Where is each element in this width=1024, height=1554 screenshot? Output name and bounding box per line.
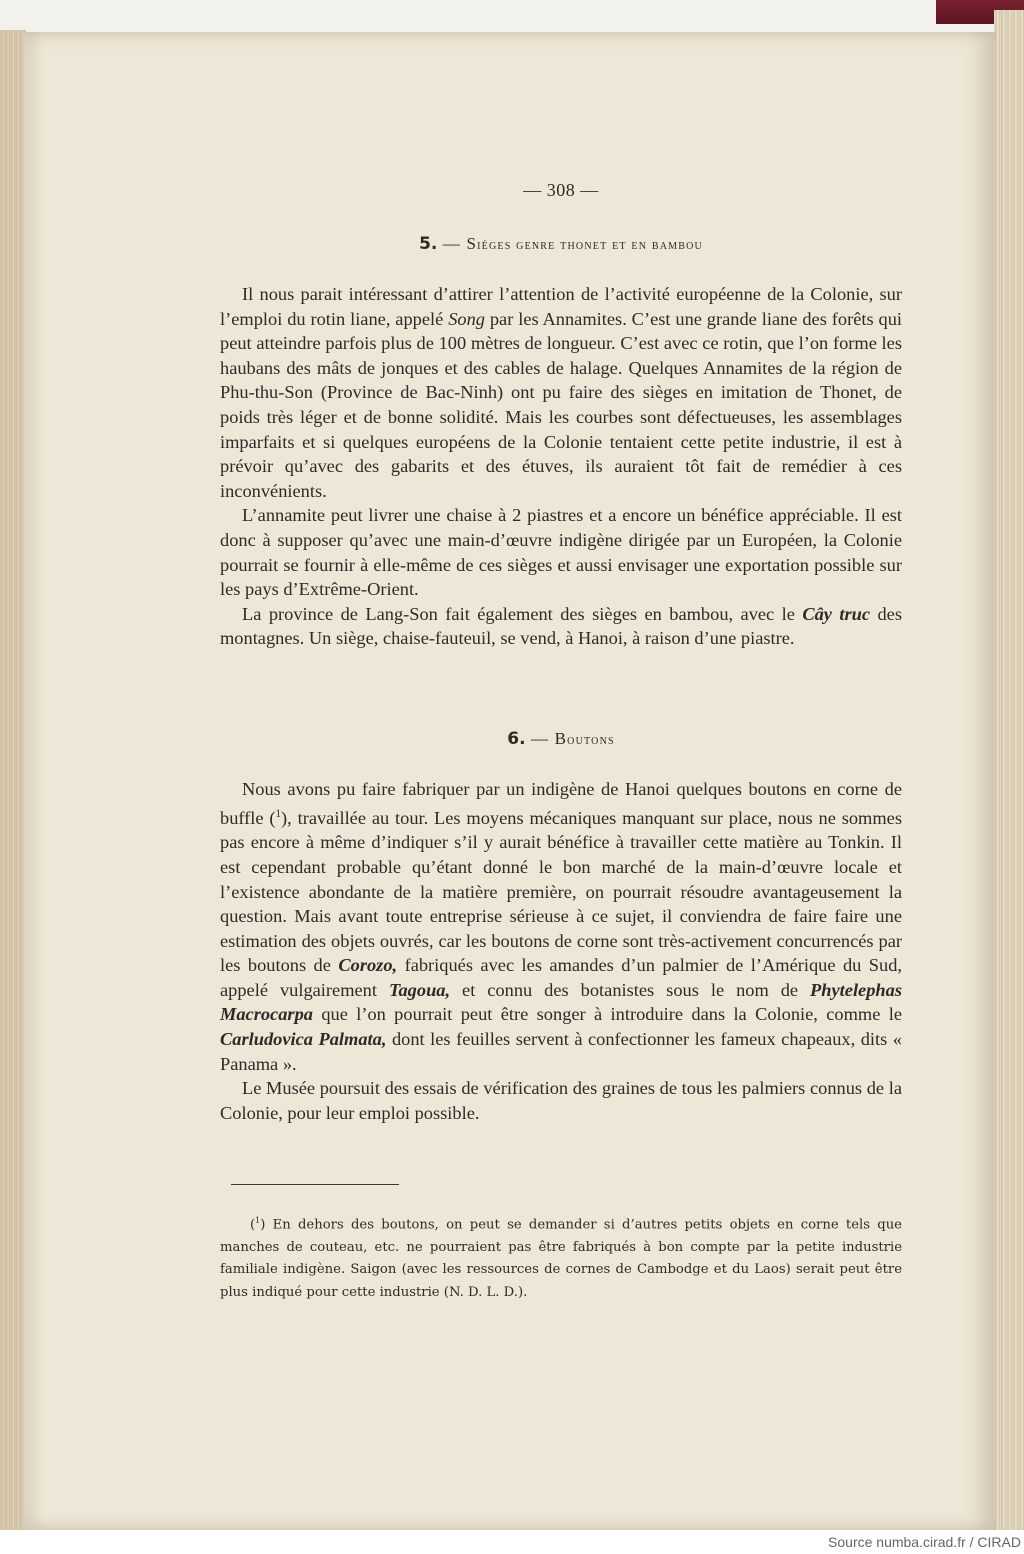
text-run: fabriqués avec les amandes d’un palmier de l’Amérique du Sud, appelé vulgairement (220, 955, 903, 1000)
term-tagoua: Tagoua, (388, 979, 451, 1000)
text-run: par les Annamites. C’est une grande liane des forêts qui peut atteindre parfois plus de 100 mètres de longueur. C’est avec ce rotin, que l’on forme les haubans des mâts de jonques et des cables de halage. Quelques Annamites de la région de Phu-thu-Son (Province de Bac-Ninh) ont pu faire des sièges en imitation de Thonet, de poids très léger et de bonne solidité. Mais les courbes sont défectueuses, les assemblages imparfaits et si quelques européens de la Colonie tentaient cette petite industrie, il est à prévoir qu’avec des gabarits et des étuves, ils auraient tôt fait de remédier à ces inconvénients. (220, 308, 903, 501)
section-6-title: outons (567, 733, 615, 748)
footnote-marker: 1 (255, 1216, 261, 1225)
text-run: Nous avons pu faire fabriquer par un indigène de Hanoi quelques boutons en corne de buffle ( (220, 779, 902, 828)
section-5-heading (220, 234, 902, 254)
text-run: La province de Lang-Son fait également des sièges en bambou, avec le (242, 603, 803, 624)
section-6-paragraph-1 (220, 777, 902, 1076)
text-run: dont les feuilles servent à confectionner les fameux chapeaux, dits « Panama ». (220, 1029, 902, 1074)
section-6-number: 6. (507, 729, 526, 749)
text-run: Il nous parait intéressant d’attirer l’attention de l’activité européenne de la Colonie, sur l’emploi du rotin liane, appelé (220, 284, 902, 329)
section-5-paragraph-2: L’annamite peut livrer une chaise à 2 piastres et a encore un bénéfice appréciable. Il est donc à supposer qu’avec une main-d’œuvre indigène dirigée par un Européen, la Colonie pourrait se fournir à elle-même de ces sièges et aussi envisager une exportation possible sur les pays d’Extrême-Orient. (220, 505, 902, 600)
text-run: et connu des botanistes sous le nom de (450, 979, 811, 1000)
section-6-heading (220, 729, 902, 749)
section-6-title-lead: — B (525, 729, 568, 748)
footnote-text: En dehors des boutons, on peut se demander si d’autres petits objets en corne tels que manches de couteau, etc. ne pourraient pas être fabriqués à bon compte par la petite industrie familiale indigène. Saigon (avec les ressources de cornes de Cambodge et du Laos) serait peut être plus indiqué pour cette industrie (N. D. L. D.). (220, 1217, 902, 1300)
term-carludovica: Carludovica Palmata, (220, 1029, 387, 1050)
text-run: des montagnes. Un siège, chaise-fauteuil, se vend, à Hanoi, à raison d’une piastre. (220, 603, 902, 649)
footnote-separator (231, 1184, 399, 1185)
page-stack-left (0, 30, 26, 1530)
section-5-title: iéges genre thonet et en bambou (477, 238, 703, 253)
section-5-body (220, 282, 902, 651)
term-song: Song (448, 308, 485, 329)
page-number: — 308 — (523, 180, 599, 200)
section-6-body (220, 777, 902, 1125)
section-5-paragraph-1 (220, 282, 902, 503)
footnote-ref: 1 (275, 807, 282, 820)
text-run: ), travaillée au tour. Les moyens mécaniques manquant sur place, nous ne sommes pas encore à même d’indiquer s’il y aurait bénéfice à travailler cette matière au Tonkin. Il est cependant probable qu’étant donné le bon marché de la main-d’œuvre locale et l’existence abondante de la matière première, on pourrait résoudre avantageusement la question. Mais avant toute entreprise sérieuse à ce sujet, il conviendra de faire faire une estimation des objets ouvrés, car les boutons de corne sont très-activement concurrencés par les boutons de (220, 807, 902, 976)
term-phytelephas: Phytelephas Macrocarpa (220, 979, 902, 1025)
term-corozo: Corozo, (338, 955, 398, 976)
page-stack-right (994, 10, 1024, 1530)
text-run: que l’on pourrait peut être songer à introduire dans la Colonie, comme le (312, 1004, 902, 1025)
term-cay-truc: Cây truc (802, 603, 871, 624)
section-5-number: 5. (419, 234, 438, 254)
footnote: ($^1$) En dehors des boutons, on peut se demander si d’autres petits objets en corne tels que manches de couteau, etc. ne pourraient pas être fabriqués à bon compte par la petite industrie familiale indigène. Saigon (avec les ressources de cornes de Cambodge et du Laos) serait peut être plus indiqué pour cette industrie (N. D. L. D.). (220, 1216, 902, 1300)
section-5-title-lead: — S (437, 234, 478, 253)
source-credit: Source numba.cirad.fr / CIRAD (828, 1534, 1021, 1550)
section-6-paragraph-2: Le Musée poursuit des essais de vérification des graines de tous les palmiers connus de la Colonie, pour leur emploi possible. (220, 1078, 902, 1123)
scan-top-margin (0, 0, 1024, 34)
section-5-paragraph-3 (220, 602, 902, 651)
